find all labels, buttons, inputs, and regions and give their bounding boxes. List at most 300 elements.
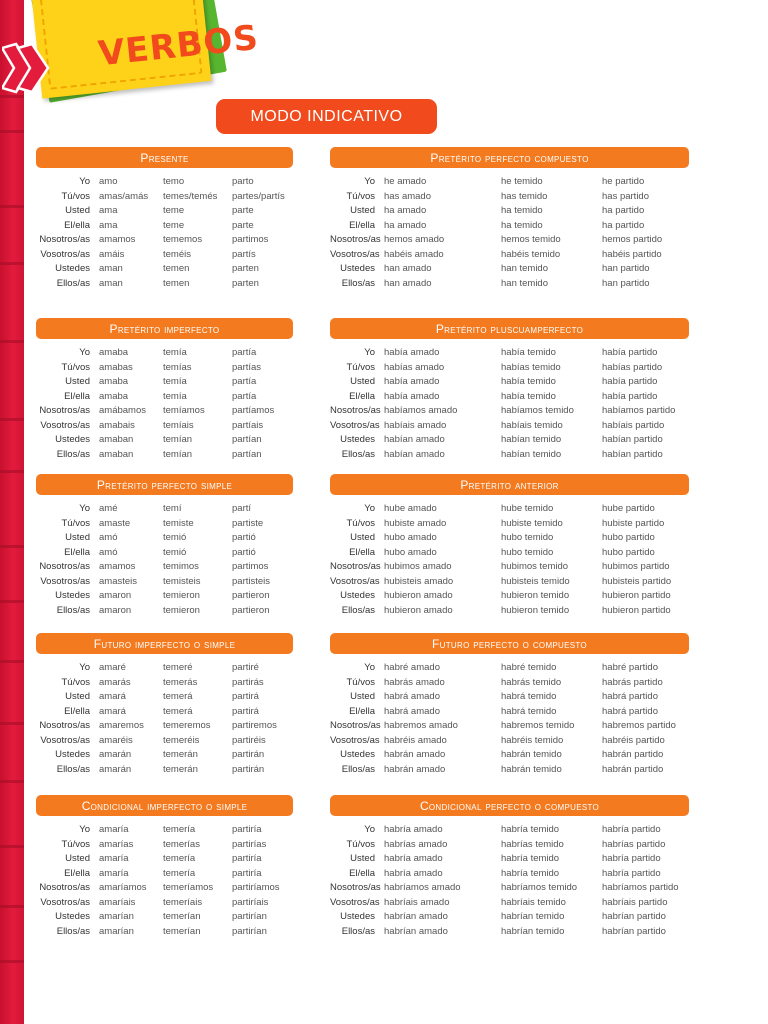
verb-form: hubo partido	[602, 532, 655, 543]
pronoun-label: Vosotros/as	[330, 896, 380, 908]
conjugation-row	[36, 910, 293, 925]
verb-form: teme	[163, 219, 185, 231]
conjugation-row	[36, 546, 293, 561]
verb-form: hube temido	[501, 503, 554, 514]
conjugation-row	[36, 433, 293, 448]
verb-form: partirás	[232, 676, 264, 688]
verb-form: temía	[163, 347, 187, 358]
conjugation-row	[36, 748, 293, 763]
verb-form: hubieron amado	[384, 590, 453, 601]
verb-form: amamos	[99, 234, 136, 245]
verb-form: habríais amado	[384, 896, 450, 908]
verb-form: temen	[163, 277, 190, 289]
conjugation-row	[36, 690, 293, 705]
tense-header: Condicional perfecto o compuesto	[330, 795, 689, 816]
verb-form: hemos temido	[501, 234, 561, 245]
verb-form: habrán amado	[384, 763, 446, 775]
verb-form: temeréis	[163, 734, 200, 746]
tense-header: Pretérito anterior	[330, 474, 689, 495]
conjugation-row	[330, 175, 689, 190]
verb-form: temeríamos	[163, 882, 214, 893]
verb-form: habían temido	[501, 448, 562, 460]
pronoun-label: Ustedes	[55, 749, 90, 760]
conjugation-row	[36, 419, 293, 434]
pronoun-label: Nosotros/as	[330, 561, 381, 572]
conjugation-row	[330, 390, 689, 405]
title-tag	[24, 0, 261, 100]
verb-form: partirán	[232, 749, 265, 760]
verb-form: hubo partido	[602, 546, 655, 558]
verb-form: habrán amado	[384, 749, 446, 760]
conjugation-row	[36, 502, 293, 517]
verb-form: temerás	[163, 676, 198, 688]
conjugation-row	[330, 575, 689, 590]
pronoun-label: Yo	[364, 662, 375, 673]
verb-form: ha partido	[602, 219, 645, 231]
verb-form: habíamos temido	[501, 405, 574, 416]
verb-form: parten	[232, 263, 259, 274]
pronoun-label: Yo	[364, 176, 375, 187]
pronoun-label: El/ella	[349, 705, 375, 717]
verb-form: partían	[232, 448, 262, 460]
verb-form: habréis temido	[501, 734, 564, 746]
verb-form: partís	[232, 248, 256, 260]
tense-section	[330, 147, 689, 291]
verb-form: temen	[163, 263, 190, 274]
verb-form: hubisteis amado	[384, 575, 454, 587]
conjugation-row	[36, 531, 293, 546]
pronoun-label: Ellos/as	[56, 277, 90, 289]
verb-form: habría amado	[384, 867, 443, 879]
pronoun-label: Nosotros/as	[330, 720, 381, 731]
verb-form: amasteis	[99, 575, 138, 587]
verb-form: amaría	[99, 824, 129, 835]
pronoun-label: Yo	[79, 824, 90, 835]
pronoun-label: Usted	[350, 853, 375, 864]
conjugation-row	[36, 719, 293, 734]
verb-form: temerá	[163, 691, 193, 702]
verb-form: temes/temés	[163, 190, 218, 202]
verb-form: han partido	[602, 263, 650, 274]
tense-header: Presente	[36, 147, 293, 168]
verb-form: ama	[99, 205, 118, 216]
verb-form: amó	[99, 546, 118, 558]
pronoun-label: Tú/vos	[61, 361, 90, 373]
verb-form: habrían partido	[602, 925, 666, 937]
verb-form: habrían temido	[501, 925, 565, 937]
verb-form: temerían	[163, 925, 201, 937]
conjugation-row	[36, 190, 293, 205]
conjugation-row	[36, 734, 293, 749]
verb-form: había amado	[384, 390, 440, 402]
verb-form: habíamos amado	[384, 405, 458, 416]
verb-form: temían	[163, 434, 193, 445]
conjugation-row	[36, 925, 293, 940]
verb-form: amaban	[99, 434, 134, 445]
tense-section	[36, 318, 293, 462]
verb-form: amaría	[99, 853, 129, 864]
tense-header: Pretérito perfecto simple	[36, 474, 293, 495]
pronoun-label: Vosotros/as	[40, 419, 90, 431]
verb-form: hubisteis temido	[501, 575, 570, 587]
pronoun-label: Nosotros/as	[330, 882, 381, 893]
verb-form: habría temido	[501, 867, 560, 879]
conjugation-row	[330, 346, 689, 361]
pronoun-label: Vosotros/as	[330, 419, 380, 431]
conjugation-row	[330, 560, 689, 575]
tense-section	[36, 474, 293, 618]
pronoun-label: Yo	[79, 503, 90, 514]
verb-form: habrás temido	[501, 676, 562, 688]
verb-form: han partido	[602, 277, 650, 289]
verb-form: habíais temido	[501, 419, 563, 431]
conjugation-row	[36, 661, 293, 676]
verb-form: amé	[99, 503, 118, 514]
verb-form: había partido	[602, 376, 658, 387]
conjugation-row	[330, 661, 689, 676]
tense-section	[36, 147, 293, 291]
verb-form: hemos amado	[384, 234, 445, 245]
verb-form: hubimos partido	[602, 561, 670, 572]
verb-form: habría partido	[602, 867, 661, 879]
verb-form: había temido	[501, 376, 556, 387]
verb-form: partiría	[232, 824, 262, 835]
verb-form: habré amado	[384, 662, 440, 673]
conjugation-row	[36, 262, 293, 277]
conjugation-row	[36, 575, 293, 590]
pronoun-label: Ustedes	[340, 911, 375, 922]
verb-form: habríais temido	[501, 896, 566, 908]
verb-form: partieron	[232, 590, 270, 601]
conjugation-row	[330, 823, 689, 838]
verb-form: habréis partido	[602, 734, 665, 746]
verb-form: teméis	[163, 248, 191, 260]
pronoun-label: Ustedes	[55, 590, 90, 601]
verb-form: habían partido	[602, 448, 663, 460]
conjugation-row	[330, 262, 689, 277]
verb-form: habíais amado	[384, 419, 447, 431]
tense-header: Condicional imperfecto o simple	[36, 795, 293, 816]
conjugation-row	[330, 448, 689, 463]
verb-form: amarían	[99, 911, 134, 922]
verb-form: temeríais	[163, 896, 203, 908]
pronoun-label: Ellos/as	[341, 604, 375, 616]
pronoun-label: Usted	[65, 205, 90, 216]
verb-form: partirías	[232, 838, 267, 850]
verb-form: hubo amado	[384, 532, 437, 543]
pronoun-label: Nosotros/as	[39, 234, 90, 245]
tense-section	[330, 633, 689, 777]
verb-form: temisteis	[163, 575, 201, 587]
pronoun-label: Yo	[364, 824, 375, 835]
tense-header: Pretérito perfecto compuesto	[330, 147, 689, 168]
tense-section	[36, 795, 293, 939]
verb-form: habré partido	[602, 662, 658, 673]
verb-form: habrías amado	[384, 838, 448, 850]
verb-form: amáis	[99, 248, 125, 260]
verb-form: temía	[163, 390, 187, 402]
verb-form: hubo temido	[501, 546, 554, 558]
verb-form: ama	[99, 219, 118, 231]
verb-form: habrán temido	[501, 763, 562, 775]
pronoun-label: Ustedes	[340, 749, 375, 760]
pronoun-label: Ustedes	[340, 263, 375, 274]
verb-form: ha amado	[384, 219, 427, 231]
pronoun-label: Tú/vos	[346, 838, 375, 850]
conjugation-row	[330, 748, 689, 763]
pronoun-label: Nosotros/as	[330, 234, 381, 245]
verb-form: habrá partido	[602, 705, 658, 717]
verb-form: habíais partido	[602, 419, 665, 431]
verb-form: habríamos partido	[602, 882, 679, 893]
verb-form: ha amado	[384, 205, 427, 216]
verb-form: partirían	[232, 925, 267, 937]
verb-form: habéis partido	[602, 248, 662, 260]
tense-section	[330, 474, 689, 618]
tense-section	[330, 318, 689, 462]
verb-form: temerá	[163, 705, 193, 717]
verb-form: partiré	[232, 662, 259, 673]
verb-form: habías temido	[501, 361, 561, 373]
verb-form: amaríamos	[99, 882, 147, 893]
conjugation-row	[330, 531, 689, 546]
verb-form: partiste	[232, 517, 264, 529]
pronoun-label: Ellos/as	[56, 604, 90, 616]
verb-form: habría temido	[501, 853, 560, 864]
pronoun-label: Tú/vos	[346, 517, 375, 529]
verb-form: partiremos	[232, 720, 277, 731]
conjugation-row	[330, 433, 689, 448]
verb-form: amabais	[99, 419, 135, 431]
verb-form: temió	[163, 532, 187, 543]
pronoun-label: Vosotros/as	[330, 248, 380, 260]
conjugation-row	[36, 404, 293, 419]
pronoun-label: El/ella	[64, 867, 90, 879]
verb-form: había partido	[602, 390, 658, 402]
conjugation-row	[36, 823, 293, 838]
verb-form: hubiste temido	[501, 517, 563, 529]
verb-form: había amado	[384, 376, 440, 387]
pronoun-label: Ustedes	[340, 590, 375, 601]
conjugation-row	[36, 375, 293, 390]
verb-form: temíamos	[163, 405, 205, 416]
verb-form: has amado	[384, 190, 432, 202]
page-title: VERBOS	[96, 17, 261, 75]
verb-form: ha temido	[501, 205, 543, 216]
verb-form: hubieron temido	[501, 590, 570, 601]
pronoun-label: Usted	[65, 532, 90, 543]
verb-form: temíais	[163, 419, 194, 431]
verb-form: partirán	[232, 763, 265, 775]
pronoun-label: Vosotros/as	[40, 734, 90, 746]
pronoun-label: Tú/vos	[61, 838, 90, 850]
verb-form: habrá partido	[602, 691, 658, 702]
verb-form: hubieron temido	[501, 604, 570, 616]
verb-form: habremos temido	[501, 720, 575, 731]
pronoun-label: Tú/vos	[61, 676, 90, 688]
verb-form: habremos amado	[384, 720, 458, 731]
pronoun-label: Usted	[350, 205, 375, 216]
pronoun-label: El/ella	[64, 705, 90, 717]
conjugation-row	[330, 763, 689, 778]
verb-form: amaban	[99, 448, 134, 460]
conjugation-row	[330, 361, 689, 376]
pronoun-label: Usted	[350, 532, 375, 543]
pronoun-label: Ustedes	[55, 434, 90, 445]
verb-form: hemos partido	[602, 234, 663, 245]
tense-header: Pretérito pluscuamperfecto	[330, 318, 689, 339]
conjugation-row	[330, 517, 689, 532]
verb-form: amó	[99, 532, 118, 543]
verb-form: habré temido	[501, 662, 557, 673]
conjugation-row	[330, 589, 689, 604]
verb-form: hube partido	[602, 503, 655, 514]
verb-form: hubiste partido	[602, 517, 665, 529]
verb-form: amas/amás	[99, 190, 149, 202]
pronoun-label: Ellos/as	[56, 925, 90, 937]
conjugation-row	[330, 852, 689, 867]
verb-form: partíais	[232, 419, 264, 431]
verb-form: tememos	[163, 234, 203, 245]
conjugation-row	[330, 219, 689, 234]
pronoun-label: Usted	[65, 691, 90, 702]
conjugation-row	[36, 676, 293, 691]
pronoun-label: Ellos/as	[341, 277, 375, 289]
conjugation-row	[36, 589, 293, 604]
verb-form: hubieron partido	[602, 590, 671, 601]
conjugation-row	[330, 734, 689, 749]
verb-form: habremos partido	[602, 720, 676, 731]
verb-form: temo	[163, 176, 185, 187]
verb-form: habría temido	[501, 824, 560, 835]
verb-form: aman	[99, 277, 123, 289]
conjugation-row	[330, 881, 689, 896]
conjugation-row	[330, 925, 689, 940]
double-chevron-icon	[2, 40, 52, 96]
verb-form: amaría	[99, 867, 129, 879]
verb-form: hubisteis partido	[602, 575, 672, 587]
verb-form: partimos	[232, 234, 269, 245]
conjugation-row	[330, 690, 689, 705]
verb-form: habrían amado	[384, 925, 448, 937]
verb-form: hube amado	[384, 503, 437, 514]
verb-form: había partido	[602, 347, 658, 358]
verb-form: temería	[163, 853, 196, 864]
verb-form: partirían	[232, 911, 267, 922]
verb-form: temías	[163, 361, 192, 373]
conjugation-row	[330, 896, 689, 911]
verb-form: temimos	[163, 561, 199, 572]
verb-form: han amado	[384, 263, 432, 274]
verb-form: amabas	[99, 361, 133, 373]
verb-form: habíamos partido	[602, 405, 676, 416]
verb-form: habría partido	[602, 853, 661, 864]
pronoun-label: Ellos/as	[56, 763, 90, 775]
verb-form: habrá amado	[384, 705, 440, 717]
verb-form: temería	[163, 824, 196, 835]
tense-header: Futuro imperfecto o simple	[36, 633, 293, 654]
pronoun-label: Tú/vos	[346, 676, 375, 688]
conjugation-row	[330, 404, 689, 419]
verb-form: aman	[99, 263, 123, 274]
verb-form: habrán partido	[602, 749, 664, 760]
verb-form: ha temido	[501, 219, 543, 231]
verb-form: habría partido	[602, 824, 661, 835]
conjugation-row	[36, 248, 293, 263]
pronoun-label: El/ella	[64, 219, 90, 231]
conjugation-row	[36, 277, 293, 292]
verb-form: habían amado	[384, 434, 445, 445]
verb-form: amo	[99, 176, 118, 187]
conjugation-row	[330, 719, 689, 734]
verb-form: partías	[232, 361, 262, 373]
pronoun-label: Yo	[79, 347, 90, 358]
pronoun-label: Nosotros/as	[39, 405, 90, 416]
verb-form: habrías partido	[602, 838, 666, 850]
verb-form: temieron	[163, 604, 200, 616]
conjugation-row	[330, 248, 689, 263]
pronoun-label: El/ella	[64, 390, 90, 402]
verb-form: amarían	[99, 925, 134, 937]
verb-form: amaron	[99, 590, 132, 601]
pronoun-label: Usted	[65, 376, 90, 387]
conjugation-row	[36, 233, 293, 248]
conjugation-row	[330, 604, 689, 619]
pronoun-label: Usted	[350, 691, 375, 702]
verb-form: partíamos	[232, 405, 275, 416]
verb-form: habías amado	[384, 361, 445, 373]
verb-form: había amado	[384, 347, 440, 358]
verb-form: hubieron amado	[384, 604, 453, 616]
verb-form: temeré	[163, 662, 193, 673]
verb-form: partiréis	[232, 734, 266, 746]
verb-form: habrían partido	[602, 911, 666, 922]
conjugation-row	[330, 867, 689, 882]
verb-form: amamos	[99, 561, 136, 572]
pronoun-label: El/ella	[349, 546, 375, 558]
tense-header: Futuro perfecto o compuesto	[330, 633, 689, 654]
verb-form: temían	[163, 448, 193, 460]
verb-form: habían temido	[501, 434, 562, 445]
conjugation-row	[330, 676, 689, 691]
pronoun-label: El/ella	[349, 867, 375, 879]
pronoun-label: Ellos/as	[341, 448, 375, 460]
verb-form: partisteis	[232, 575, 271, 587]
verb-form: han temido	[501, 263, 549, 274]
verb-form: habrían amado	[384, 911, 448, 922]
verb-form: habría amado	[384, 853, 443, 864]
tense-section	[36, 633, 293, 777]
verb-form: habría amado	[384, 824, 443, 835]
verb-form: amarán	[99, 749, 132, 760]
conjugation-row	[36, 560, 293, 575]
pronoun-label: Vosotros/as	[330, 734, 380, 746]
pronoun-label: Nosotros/as	[39, 720, 90, 731]
verb-form: temerían	[163, 911, 201, 922]
verb-form: habrán temido	[501, 749, 562, 760]
mode-indicativo-label: MODO INDICATIVO	[216, 99, 437, 134]
pronoun-label: Yo	[79, 176, 90, 187]
pronoun-label: Tú/vos	[61, 517, 90, 529]
verb-form: partían	[232, 434, 262, 445]
pronoun-label: Ellos/as	[341, 925, 375, 937]
verb-form: amaba	[99, 347, 129, 358]
verb-form: amaba	[99, 390, 129, 402]
verb-form: has partido	[602, 190, 650, 202]
conjugation-row	[36, 346, 293, 361]
verb-form: temí	[163, 503, 182, 514]
verb-form: parto	[232, 176, 254, 187]
